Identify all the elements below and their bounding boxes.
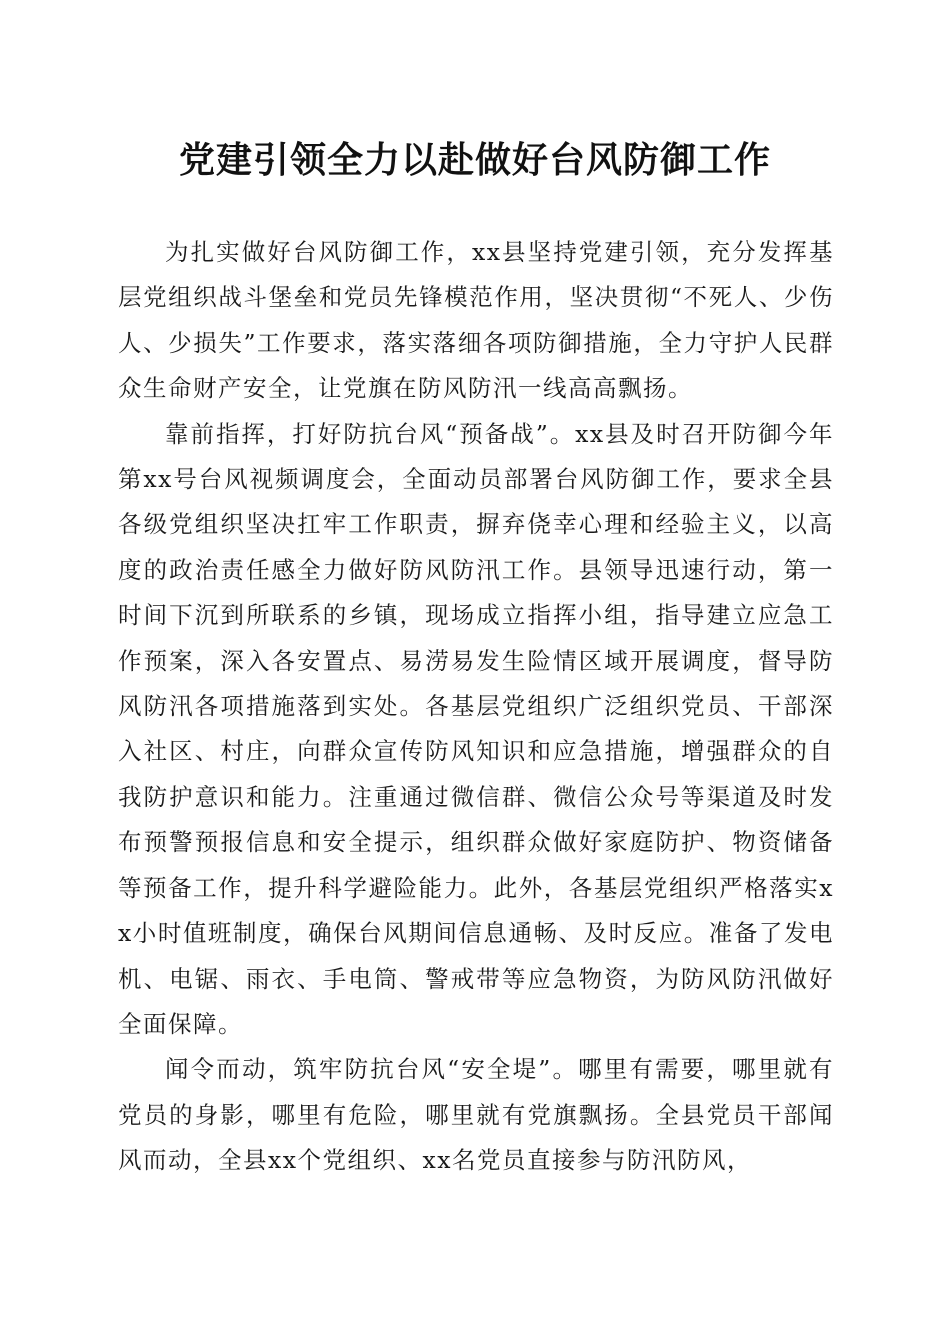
document-title: 党建引领全力以赴做好台风防御工作 [178, 139, 771, 181]
paragraph-preparation: 靠前指挥，打好防抗台风“预备战”。xx县及时召开防御今年第xx号台风视频调度会，全面动员部署台风防御工作，要求全县各级党组织坚决扛牢工作职责，摒弃侥幸心理和经验主义，以高度的政治责任感全力做好防风防汛工作。县领导迅速行动，第一时间下沉到所联系的乡镇，现场成立指挥小组，指导建立应急工作预案，深入各安置点、易涝易发生险情区域开展调度，督导防风防汛各项措施落到实处。各基层党组织广泛组织党员、干部深入社区、村庄，向群众宣传防风知识和应急措施，增强群众的自我防护意识和能力。注重通过微信群、微信公众号等渠道及时发布预警预报信息和安全提示，组织群众做好家庭防护、物资储备等预备工作，提升科学避险能力。此外，各基层党组织严格落实xx小时值班制度，确保台风期间信息通畅、及时反应。准备了发电机、电锯、雨衣、手电筒、警戒带等应急物资，为防风防汛做好全面保障。 [118, 419, 834, 1038]
paragraph-action: 闻令而动，筑牢防抗台风“安全堤”。哪里有需要，哪里就有党员的身影，哪里有危险，哪里就有党旗飘扬。全县党员干部闻风而动，全县xx个党组织、xx名党员直接参与防汛防风， [118, 1055, 834, 1175]
paragraph-intro: 为扎实做好台风防御工作，xx县坚持党建引领，充分发挥基层党组织战斗堡垒和党员先锋模范作用，坚决贯彻“不死人、少伤人、少损失”工作要求，落实落细各项防御措施，全力守护人民群众生命财产安全，让党旗在防风防汛一线高高飘扬。 [118, 238, 834, 403]
document-body [118, 230, 834, 1184]
